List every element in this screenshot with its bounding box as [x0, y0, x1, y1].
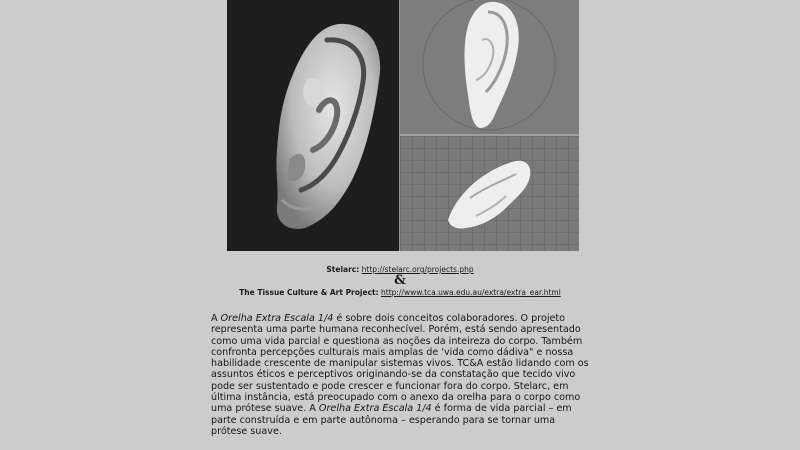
description-paragraph: [211, 313, 591, 437]
ear-scan-side-panel: [400, 136, 579, 251]
ear-figure-image: [227, 0, 579, 251]
stelarc-label: Stelarc:: [326, 265, 360, 274]
text-segment: A: [211, 313, 221, 324]
tca-credit: [200, 287, 600, 298]
tca-link[interactable]: http://www.tca.uwa.edu.au/extra/extra_ear.html: [381, 288, 561, 297]
ear-render-panel: [227, 0, 399, 251]
project-title-italic: Orelha Extra Escala 1/4: [220, 313, 334, 324]
ampersand: &: [394, 273, 406, 288]
ear-point-cloud-icon: [400, 0, 579, 134]
stelarc-link[interactable]: http://stelarc.org/projects.php: [361, 265, 474, 274]
project-title-italic: Orelha Extra Escala 1/4: [318, 403, 432, 415]
ear-render-icon: [227, 0, 399, 251]
text-segment: é forma de vida parcial – em parte construída e em parte autônoma – esperando para se tornar uma prótese suave.: [211, 403, 572, 437]
ear-scan-top-panel: [400, 0, 579, 136]
text-segment: é sobre dois conceitos colaboradores. O projeto representa uma parte humana reconhecível. Porém, está sendo apresentado como uma vida parcial e questiona as noções da inteireza do corpo. Também confronta percepções culturais mais amplas de 'vida como dádiva" e nossa habilidade crescente de manipular sistemas vivos. TC&A estão lidando com os assuntos éticos e perceptivos originando-se da constatação que tecido vivo pode ser sustentado e pode crescer e funcionar fora do corpo. Stelarc, em última instância, está preocupado com o anexo da orelha para o corpo como uma prótese suave. A: [211, 313, 589, 415]
ear-side-point-cloud-icon: [400, 136, 579, 251]
tca-label: The Tissue Culture & Art Project:: [239, 288, 379, 297]
credits-block: [200, 264, 600, 298]
